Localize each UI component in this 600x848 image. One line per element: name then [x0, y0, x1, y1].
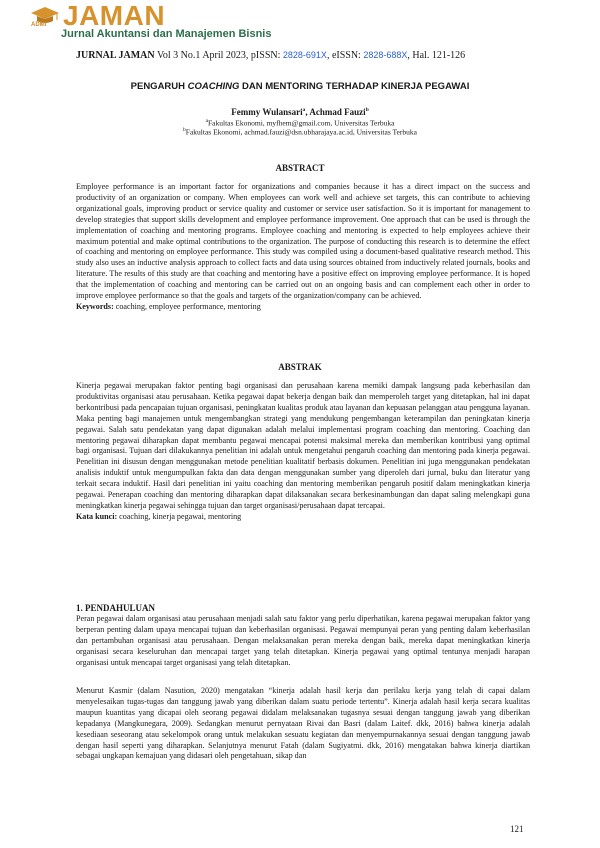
author-1: Femmy Wulansari: [231, 107, 303, 117]
abstract-english: [76, 182, 530, 313]
intro-paragraph-1: Peran pegawai dalam organisasi atau perusahaan menjadi salah satu faktor yang perlu diperhatikan, karena pegawai merupakan faktor yang berperan penting dalam upaya mencapai tujuan dan keberhasilan organisasi. Pegawai mempunyai peran yang penting dalam keberhasilan dan pertambuhan organisasi atau perusahaan. Dengan melaksanakan peran mereka dengan baik, mereka dapat meningkatkan kinerja organisasi secara keseluruhan dan mencapai target yang telah ditetapkan. Kinerja pegawai yang optimal tentunya menjadi harapan organisasi untuk mencapai target organisasi yang telah ditetapkan.: [76, 614, 530, 667]
article-title: [0, 81, 600, 92]
page-number: 121: [510, 824, 524, 834]
keywords-label: Keywords:: [76, 301, 114, 311]
kata-kunci-label: Kata kunci:: [76, 511, 118, 521]
affiliation-2: [0, 127, 600, 137]
logo-name: JAMAN: [63, 0, 166, 31]
logo-admi-text: ADMI: [31, 22, 47, 28]
journal-name: JURNAL JAMAN: [76, 50, 155, 61]
abstrak-heading: ABSTRAK: [278, 362, 322, 372]
abstrak-text: Kinerja pegawai merupakan faktor penting bagi organisasi dan perusahaan karena memiki dampak langsung pada keberhasilan dan produktivitas organisasi atau perusahaan. Ketika pegawai dapat bekerja dengan baik dan memperoleh target yang ditetapkan, hal ini dapat berkontribusi pada pencapaian tujuan organisasi, peningkatan kualitas produk atau layanan dan kepuasan pelanggan atau pengguna layanan. Maka penting bagi manajemen untuk mengembangkan strategi yang mendukung pengembangan keterampilan dan peningkatan kinerja pegawai. Salah satu pendekatan yang dapat digunakan adalah melalui implementasi program coaching dan mentoring. Coaching dan mentoring pegawai diharapkan dapat membantu pegawai mencapai potensi maksimal mereka dan memberikan kontribusi yang optimal bagi organisasi. Tujuan dari dilakukannya penelitian ini adalah untuk mengetahui pengaruh coaching dan mentoring pada kinerja pegawai. Penelitian ini disusun dengan menggunakan metode penelitian kualitatif berbasis dokumen. Penelitian ini juga menggunakan pendekatan analisis induktif untuk mengumpulkan fakta dan data dengan menggunakan sumber yang diperoleh dari jurnal, buku dan literatur yang terkait secara induktif. Hasil dari penelitian ini yaitu coaching dan mentoring memberikan pengaruh positif dalam meningkatkan kinerja pegawai. Penerapan coaching dan mentoring diharapkan dapat dilaksanakan secara berkesinambungan dan dapat saling melengkapi guna meningkatkan kinerja pegawai sehingga tujuan dan target organisasi/perusahaan dapat tercapai.: [76, 381, 530, 510]
author-2: , Achmad Fauzi: [305, 107, 366, 117]
journal-info: Vol 3 No.1 April 2023, pISSN:: [156, 50, 281, 61]
title-part-1: PENGARUH: [130, 81, 188, 92]
title-coaching: COACHING: [187, 81, 240, 92]
intro-paragraph-2: Menurut Kasmir (dalam Nasution, 2020) mengatakan “kinerja adalah hasil kerja dan perilaku kerja yang telah di capai dalam menyelesaikan tugas-tugas dan tanggung jawab yang diberikan dalam suatu periode tertentu”. Kinerja adalah hasil kerja secara kualitas maupun kuantitas yang dicapai oleh seorang pegawai didalam melaksanakan tugasnya sesuai dengan tanggung jawab yang diberikan kepadanya (Mangkunegara, 2009). Sedangkan menurut pernyataan Rivai dan Basri (dalam Laitef. dkk, 2016) bahwa kinerja adalah kesediaan seseorang atau sekelompok orang untuk melakukan sesuatu kegiatan dan menyempurnakannya sesuai dengan tanggung jawab dengan hasil seperti yang diharapkan. Selanjutnya menurut Fatah (dalam Sugiyatmi. dkk, 2016) mengatakan bahwa kinerja diartikan sebagai ungkapan kemajuan yang didasari oleh pengetahuan, sikap dan: [76, 686, 530, 761]
aff-2-text: Fakultas Ekonomi, achmad.fauzi@dsn.ubharajaya.ac.id, Universitas Terbuka: [185, 127, 417, 137]
eissn-link[interactable]: 2828-688X: [363, 50, 408, 60]
kata-kunci-values: coaching, kinerja pegawai, mentoring: [117, 511, 242, 521]
abstract-english-text: Employee performance is an important factor for organizations and companies because it has a direct impact on the success and productivity of an organization or company. When employees can work well and achieve set targets, this can contribute to achieving organizational goals, improving product or service quality and customer or service user satisfaction. So it is important for management to develop strategies that support skills development and employee performance improvement. One approach that can be used is through the implementation of coaching and mentoring programs. Employee coaching and mentoring is expected to help employees achieve their maximum potential and make optimal contributions to the organization. The purpose of conducting this research is to determine the effect of coaching and mentoring on employee performance. This study was compiled using a document-based qualitative research method. This study also uses an inductive analysis approach to collect facts and data using sources obtained from inductively related journals, books and literature. The results of this study are that coaching and mentoring have a positive effect on improving employee performance. It is hoped that the implementation of coaching and mentoring can be carried out on an ongoing basis and can complement each other in order to improve employee performance so that the goals and targets of the organization/company can be achieved.: [76, 182, 530, 301]
journal-logo: [30, 2, 290, 46]
logo-subtitle: Jurnal Akuntansi dan Manajemen Bisnis: [61, 28, 272, 40]
aff-2-sup: b: [183, 127, 186, 133]
keywords-values: coaching, employee performance, mentoring: [113, 301, 261, 311]
abstract-indonesian: [76, 381, 530, 523]
aff-1-sup: a: [205, 118, 209, 124]
author-2-sup: b: [365, 107, 369, 113]
page-range: , Hal. 121-126: [407, 50, 466, 61]
aff-1-text: Fakultas Ekonomi, myfhem@gmail.com, Universitas Terbuka: [208, 118, 395, 128]
eissn-label: , eISSN:: [326, 50, 361, 61]
abstract-heading: ABSTRACT: [275, 163, 325, 173]
journal-citation-line: [76, 50, 465, 61]
section-heading-pendahuluan: 1. PENDAHULUAN: [76, 603, 156, 613]
title-part-2: DAN MENTORING TERHADAP KINERJA PEGAWAI: [239, 81, 470, 92]
author-1-sup: a: [302, 107, 306, 113]
author-list: [0, 107, 600, 117]
pissn-link[interactable]: 2828-691X: [282, 50, 327, 60]
